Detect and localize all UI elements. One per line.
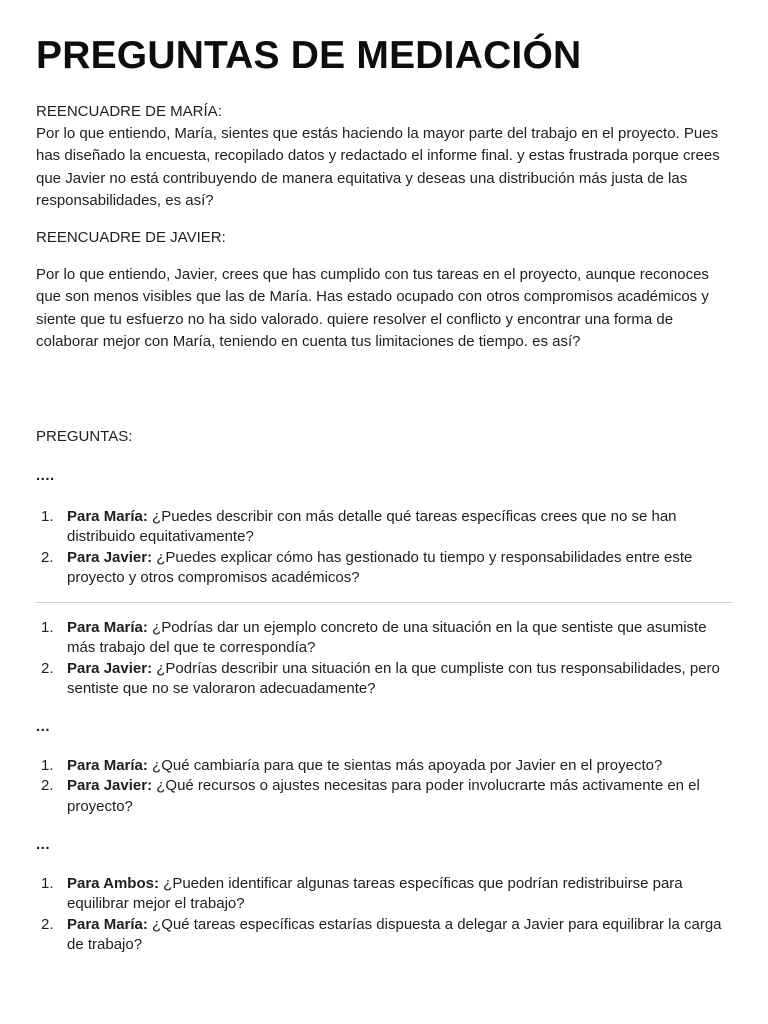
questions-heading: PREGUNTAS: bbox=[36, 428, 133, 445]
question-target: Para Ambos: bbox=[67, 875, 159, 892]
question-target: Para Javier: bbox=[67, 548, 153, 566]
list-number: 2. bbox=[41, 777, 54, 795]
list-number: 1. bbox=[41, 757, 54, 774]
list-number: 1. bbox=[41, 508, 54, 525]
list-number: 2. bbox=[41, 548, 54, 566]
separator-dots: .... bbox=[36, 467, 55, 484]
question-list-2 bbox=[36, 618, 736, 699]
list-number: 1. bbox=[41, 619, 54, 636]
list-item bbox=[36, 618, 736, 659]
javier-reframe-heading: REENCUADRE DE JAVIER: bbox=[36, 229, 226, 246]
maria-reframe-heading: REENCUADRE DE MARÍA: bbox=[36, 103, 222, 120]
question-target: Para María: bbox=[67, 508, 148, 525]
question-list-4 bbox=[36, 874, 736, 955]
question-target: Para María: bbox=[67, 757, 148, 774]
horizontal-divider bbox=[36, 602, 732, 603]
list-number: 2. bbox=[41, 915, 54, 933]
list-item bbox=[36, 756, 736, 776]
list-item bbox=[36, 548, 736, 589]
separator-dots: ... bbox=[36, 836, 51, 853]
question-text: ¿Podrías dar un ejemplo concreto de una situación en la que sentiste que asumiste más trabajo del que te correspondía? bbox=[67, 619, 707, 657]
list-item bbox=[36, 659, 736, 700]
list-number: 1. bbox=[41, 875, 54, 892]
list-item bbox=[36, 874, 736, 915]
question-text: ¿Puedes describir con más detalle qué tareas específicas crees que no se han distribuido equitativamente? bbox=[67, 508, 677, 546]
question-text: ¿Qué tareas específicas estarías dispuesta a delegar a Javier para equilibrar la carga de trabajo? bbox=[67, 915, 722, 953]
question-text: ¿Podrías describir una situación en la que cumpliste con tus responsabilidades, pero sentiste que no se valoraron adecuadamente? bbox=[67, 659, 720, 697]
javier-reframe-body: Por lo que entiendo, Javier, crees que has cumplido con tus tareas en el proyecto, aunque reconoces que son menos visibles que las de María. Has estado ocupado con otros compromisos académicos y siente que tu esfuerzo no ha sido valorado. quiere resolver el conflicto y encontrar una forma de colaborar mejor con María, teniendo en cuenta tus limitaciones de tiempo. es así? bbox=[36, 266, 709, 351]
question-text: ¿Pueden identificar algunas tareas específicas que podrían redistribuirse para equilibrar mejor el trabajo? bbox=[67, 875, 683, 913]
maria-reframe-body: Por lo que entiendo, María, sientes que estás haciendo la mayor parte del trabajo en el proyecto. Pues has diseñado la encuesta, recopilado datos y redactado el informe final. y estas frustrada porque crees que Javier no está contribuyendo de manera equitativa y deseas una distribución más justa de las responsabilidades, es así? bbox=[36, 125, 720, 210]
question-text: ¿Puedes explicar cómo has gestionado tu tiempo y responsabilidades entre este proyecto y otros compromisos académicos? bbox=[67, 548, 693, 586]
list-item bbox=[36, 915, 736, 956]
list-item bbox=[36, 776, 736, 817]
page-title: PREGUNTAS DE MEDIACIÓN bbox=[36, 34, 582, 77]
question-target: Para María: bbox=[67, 915, 148, 933]
separator-dots: ... bbox=[36, 718, 51, 735]
question-target: Para Javier: bbox=[67, 659, 153, 677]
list-number: 2. bbox=[41, 659, 54, 677]
question-target: Para Javier: bbox=[67, 777, 153, 795]
question-list-1 bbox=[36, 507, 736, 588]
question-target: Para María: bbox=[67, 619, 148, 636]
question-text: ¿Qué cambiaría para que te sientas más apoyada por Javier en el proyecto? bbox=[147, 757, 663, 774]
question-list-3 bbox=[36, 756, 736, 817]
list-item bbox=[36, 507, 736, 548]
question-text: ¿Qué recursos o ajustes necesitas para poder involucrarte más activamente en el proyecto? bbox=[67, 777, 700, 815]
